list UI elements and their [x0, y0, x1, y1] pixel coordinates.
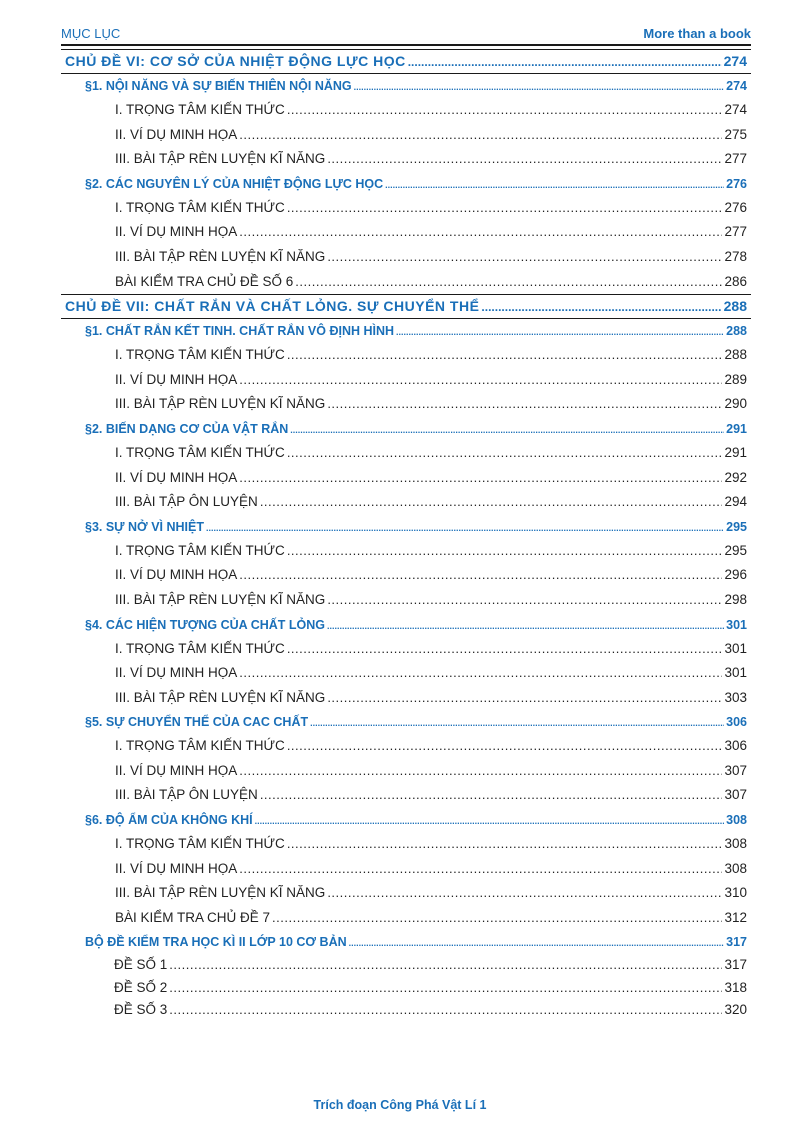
toc-entry-label: I. TRỌNG TÂM KIẾN THỨC	[115, 102, 285, 117]
toc-entry-label: III. BÀI TẬP ÔN LUYỆN	[115, 787, 258, 803]
toc-item[interactable]	[61, 637, 751, 662]
toc-item[interactable]	[61, 734, 751, 759]
toc-entry-label: §4. CÁC HIỆN TƯỢNG CỦA CHẤT LỎNG	[85, 617, 326, 632]
toc-item[interactable]	[61, 245, 751, 270]
toc-page-number: 306	[726, 715, 747, 730]
dot-leader	[327, 690, 722, 705]
dot-leader	[310, 718, 724, 728]
dot-leader	[260, 787, 723, 802]
toc-page-number: 312	[724, 909, 747, 925]
toc-item[interactable]	[61, 368, 751, 393]
toc-page-number: 301	[726, 617, 747, 632]
toc-entry-label: CHỦ ĐỀ VII: CHẤT RẮN VÀ CHẤT LỎNG. SỰ CHUYỂN THỂ	[65, 298, 480, 315]
toc-item[interactable]	[61, 686, 751, 711]
dot-leader	[169, 980, 722, 995]
toc-item[interactable]	[61, 98, 751, 123]
toc-entry-label: III. BÀI TẬP RÈN LUYỆN KĨ NĂNG	[115, 689, 326, 705]
toc-page-number: 320	[724, 1002, 747, 1018]
dot-leader	[290, 425, 724, 435]
toc-page-number: 274	[724, 102, 747, 117]
dot-leader	[169, 957, 722, 972]
toc-page-number: 278	[724, 248, 747, 264]
toc-item[interactable]	[61, 881, 751, 906]
toc-page-number: 274	[723, 53, 747, 69]
dot-leader	[481, 300, 721, 314]
toc-entry-label: BÀI KIỂM TRA CHỦ ĐỀ SỐ 6	[115, 273, 294, 289]
toc-item[interactable]	[61, 147, 751, 172]
toc-exam-item[interactable]	[61, 954, 751, 977]
toc-entry-label: III. BÀI TẬP RÈN LUYỆN KĨ NĂNG	[115, 885, 326, 901]
toc-section[interactable]	[61, 613, 751, 637]
toc-item[interactable]	[61, 906, 751, 931]
toc-entry-label: I. TRỌNG TÂM KIẾN THỨC	[115, 836, 285, 852]
toc-page-number: 295	[726, 519, 747, 534]
dot-leader	[260, 494, 723, 509]
toc-page-number: 294	[724, 494, 747, 510]
toc-item[interactable]	[61, 490, 751, 515]
toc-entry-label: III. BÀI TẬP RÈN LUYỆN KĨ NĂNG	[115, 396, 326, 412]
dot-leader	[287, 543, 723, 558]
toc-page-number: 318	[724, 979, 747, 995]
toc-section[interactable]	[61, 808, 751, 832]
toc-entry-label: I. TRỌNG TÂM KIẾN THỨC	[115, 738, 285, 754]
toc-entry-label: II. VÍ DỤ MINH HỌA	[115, 860, 238, 876]
toc-entry-label: II. VÍ DỤ MINH HỌA	[115, 126, 238, 142]
toc-page-number: 301	[724, 640, 747, 656]
toc-entry-label: III. BÀI TẬP ÔN LUYỆN	[115, 494, 258, 510]
dot-leader	[255, 816, 725, 826]
dot-leader	[287, 738, 723, 753]
dot-leader	[239, 567, 722, 582]
toc-page-number: 307	[724, 762, 747, 778]
toc-page-number: 291	[726, 421, 747, 436]
toc-entry-label: II. VÍ DỤ MINH HỌA	[115, 224, 238, 240]
toc-entry-label: II. VÍ DỤ MINH HỌA	[115, 665, 238, 681]
dot-leader	[239, 763, 722, 778]
toc-page-number: 275	[724, 126, 747, 142]
toc-item[interactable]	[61, 857, 751, 882]
toc-page-number: 289	[724, 371, 747, 387]
toc-section[interactable]	[61, 417, 751, 441]
toc-entry-label: II. VÍ DỤ MINH HỌA	[115, 567, 238, 583]
toc-entry-label: I. TRỌNG TÂM KIẾN THỨC	[115, 347, 285, 363]
toc-entry-label: ĐỀ SỐ 3	[114, 1002, 168, 1018]
toc-entry-label: II. VÍ DỤ MINH HỌA	[115, 762, 238, 778]
header-title: MỤC LỤC	[61, 26, 121, 41]
toc-entry-label: §6. ĐỘ ẨM CỦA KHÔNG KHÍ	[85, 813, 253, 828]
toc-item[interactable]	[61, 539, 751, 564]
dot-leader	[327, 249, 722, 264]
toc-item[interactable]	[61, 441, 751, 466]
toc-entry-label: I. TRỌNG TÂM KIẾN THỨC	[115, 542, 285, 558]
toc-item[interactable]	[61, 832, 751, 857]
toc-item[interactable]	[61, 563, 751, 588]
dot-leader	[327, 151, 722, 166]
dot-leader	[396, 327, 724, 337]
toc-entry-label: ĐỀ SỐ 2	[114, 979, 168, 995]
toc-item[interactable]	[61, 783, 751, 808]
dot-leader	[239, 861, 722, 876]
toc-section[interactable]	[61, 74, 751, 98]
toc-entry-label: III. BÀI TẬP RÈN LUYỆN KĨ NĂNG	[115, 151, 326, 167]
toc-item[interactable]	[61, 343, 751, 368]
toc-page-number: 317	[726, 935, 747, 950]
toc-entry-label: §2. BIẾN DẠNG CƠ CỦA VẬT RẮN	[85, 421, 289, 436]
toc-page-number: 308	[724, 836, 747, 852]
dot-leader	[239, 224, 722, 239]
page-footer: Trích đoạn Công Phá Vật Lí 1	[313, 1098, 487, 1112]
toc-page-number: 274	[726, 79, 747, 93]
toc-entry-label: I. TRỌNG TÂM KIẾN THỨC	[115, 444, 285, 460]
toc-page-number: 276	[724, 199, 747, 215]
toc-page-number: 308	[724, 860, 747, 876]
toc-entry-label: BỘ ĐỀ KIỂM TRA HỌC KÌ II LỚP 10 CƠ BẢN	[85, 935, 347, 950]
toc-section[interactable]	[61, 319, 751, 343]
toc-page-number: 290	[724, 396, 747, 412]
dot-leader	[287, 200, 723, 215]
dot-leader	[239, 127, 722, 142]
toc-entry-label: III. BÀI TẬP RÈN LUYỆN KĨ NĂNG	[115, 591, 326, 607]
toc-item[interactable]	[61, 220, 751, 245]
dot-leader	[287, 347, 723, 362]
toc-item[interactable]	[61, 588, 751, 613]
dot-leader	[287, 445, 723, 460]
toc-page-number: 306	[724, 738, 747, 754]
toc-page-number: 308	[726, 813, 747, 828]
toc-page-number: 307	[724, 787, 747, 803]
toc-entry-label: II. VÍ DỤ MINH HỌA	[115, 371, 238, 387]
toc-entry-label: BÀI KIỂM TRA CHỦ ĐỀ 7	[115, 909, 271, 925]
dot-leader	[287, 641, 723, 656]
toc-entry-label: III. BÀI TẬP RÈN LUYỆN KĨ NĂNG	[115, 248, 326, 264]
dot-leader	[272, 910, 722, 925]
toc-page-number: 298	[724, 591, 747, 607]
toc-page-number: 288	[724, 347, 747, 363]
toc-chapter[interactable]	[61, 294, 751, 319]
dot-leader	[239, 470, 722, 485]
toc-section[interactable]	[61, 710, 751, 734]
dot-leader	[206, 523, 724, 533]
toc-entry-label: ĐỀ SỐ 1	[114, 957, 168, 973]
toc-entry-label: CHỦ ĐỀ VI: CƠ SỞ CỦA NHIỆT ĐỘNG LỰC HỌC	[65, 53, 406, 69]
dot-leader	[354, 82, 724, 92]
toc-page-number: 301	[724, 665, 747, 681]
toc-item[interactable]	[61, 466, 751, 491]
toc-entry-label: I. TRỌNG TÂM KIẾN THỨC	[115, 640, 285, 656]
toc-section[interactable]	[61, 515, 751, 539]
toc-page-number: 296	[724, 567, 747, 583]
toc-entry-label: §5. SỰ CHUYỂN THỂ CỦA CAC CHẤT	[85, 715, 309, 730]
toc-page-number: 288	[723, 298, 747, 315]
dot-leader	[287, 836, 723, 851]
dot-leader	[327, 592, 722, 607]
toc-exam-item[interactable]	[61, 999, 751, 1022]
dot-leader	[349, 938, 725, 948]
toc-page-number: 291	[724, 444, 747, 460]
toc-page-number: 277	[724, 151, 747, 167]
toc-item[interactable]	[61, 270, 751, 295]
toc-entry-label: §1. NỘI NĂNG VÀ SỰ BIẾN THIÊN NỘI NĂNG	[85, 79, 352, 93]
toc-entry-label: §1. CHẤT RẮN KẾT TINH. CHẤT RẮN VÔ ĐỊNH HÌNH	[85, 324, 395, 339]
toc-page-number: 295	[724, 542, 747, 558]
dot-leader	[295, 274, 722, 289]
toc-entry-label: I. TRỌNG TÂM KIẾN THỨC	[115, 199, 285, 215]
toc-page-number: 276	[726, 176, 747, 191]
toc-entry-label: II. VÍ DỤ MINH HỌA	[115, 469, 238, 485]
toc-entry-label: §2. CÁC NGUYÊN LÝ CỦA NHIỆT ĐỘNG LỰC HỌC	[85, 176, 384, 191]
toc-exam-item[interactable]	[61, 977, 751, 1000]
toc-item[interactable]	[61, 196, 751, 221]
dot-leader	[239, 372, 722, 387]
toc-page-number: 286	[724, 273, 747, 289]
toc-section[interactable]	[61, 930, 751, 954]
toc-item[interactable]	[61, 123, 751, 148]
toc-page-number: 277	[724, 224, 747, 240]
dot-leader	[385, 180, 724, 190]
dot-leader	[239, 665, 722, 680]
table-of-contents	[61, 49, 751, 1022]
toc-entry-label: §3. SỰ NỞ VÌ NHIỆT	[85, 519, 204, 534]
toc-section[interactable]	[61, 172, 751, 196]
dot-leader	[408, 55, 722, 69]
toc-page-number: 288	[726, 324, 747, 339]
header-tagline: More than a book	[643, 26, 751, 41]
toc-page-number: 317	[724, 957, 747, 973]
dot-leader	[327, 885, 722, 900]
toc-item[interactable]	[61, 759, 751, 784]
toc-page-number: 303	[724, 689, 747, 705]
toc-chapter[interactable]	[61, 49, 751, 74]
toc-page-number: 310	[724, 885, 747, 901]
page-header	[61, 22, 751, 46]
dot-leader	[287, 102, 723, 117]
dot-leader	[169, 1002, 722, 1017]
toc-item[interactable]	[61, 661, 751, 686]
dot-leader	[327, 396, 722, 411]
toc-item[interactable]	[61, 392, 751, 417]
dot-leader	[327, 621, 724, 631]
toc-page-number: 292	[724, 469, 747, 485]
